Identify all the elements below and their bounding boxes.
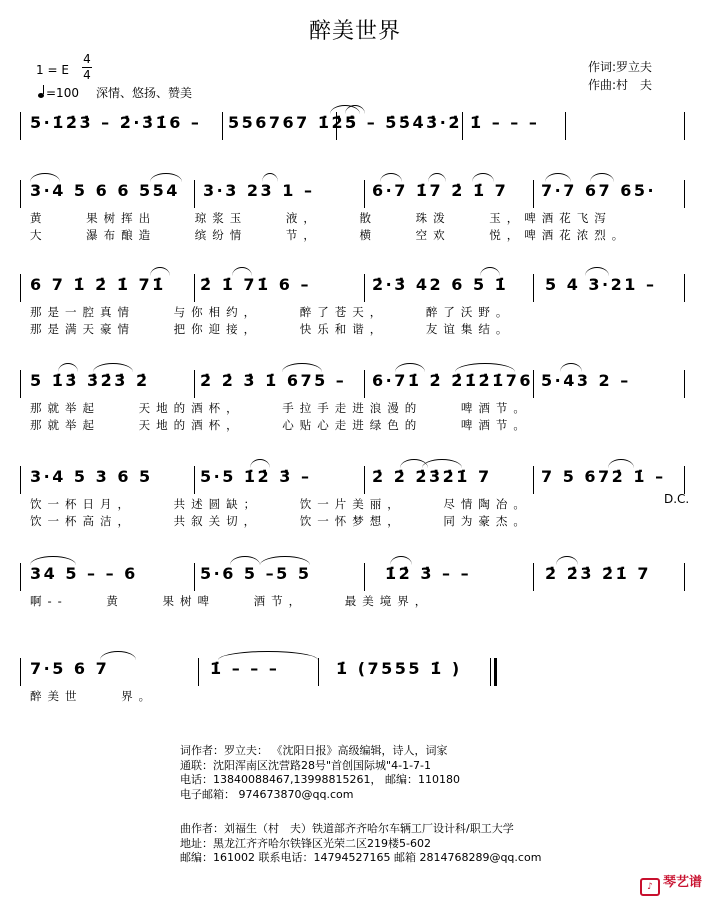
bar-line bbox=[194, 370, 195, 398]
bar-line bbox=[462, 112, 463, 140]
tie-slur bbox=[250, 459, 270, 468]
credit-line: 电子邮箱： 974673870@qq.com bbox=[180, 787, 354, 801]
measure-notes: 3·4 5 6 6 554 bbox=[30, 181, 180, 200]
credit-line: 通联：沈阳浑南区沈营路28号"首创国际城"4-1-7-1 bbox=[180, 758, 432, 772]
bar-line bbox=[222, 112, 223, 140]
bar-line bbox=[533, 563, 534, 591]
lyric-line: 黄 果树挥出 琼浆玉 液， 散 珠泼 玉，啤酒花飞泻 bbox=[30, 211, 612, 225]
tie-slur bbox=[422, 459, 462, 468]
bar-line bbox=[684, 274, 685, 302]
measure-notes: 5 1̇3̇ 3̇2̇3̇ 2̇ bbox=[30, 371, 150, 390]
tie-slur bbox=[428, 173, 446, 182]
measure-notes: 34 5 – – 6 bbox=[30, 564, 138, 583]
bar-line bbox=[364, 466, 365, 494]
notes-line bbox=[0, 559, 710, 589]
bar-line bbox=[20, 563, 21, 591]
watermark-brand: 琴艺谱 bbox=[662, 875, 702, 890]
measure-notes: 6·71̇ 2̇ 2̇1̇2̇1̇76 bbox=[372, 371, 534, 390]
measure-notes: 6·7 1̇7 2̇ 1̇ 7 bbox=[372, 181, 509, 200]
tie-slur bbox=[480, 267, 500, 276]
bar-line bbox=[565, 112, 566, 140]
lyric-line: 那就举起 天地的酒杯， 手拉手走进浪漫的 啤酒节。 bbox=[30, 401, 531, 415]
quarter-note-stem bbox=[43, 85, 44, 94]
notes-line bbox=[0, 654, 710, 684]
tie-slur bbox=[58, 363, 78, 372]
measure-notes: 2̇ 2̇3̇ 2̇1̇ 7 bbox=[545, 564, 652, 583]
tie-slur bbox=[230, 556, 260, 565]
lyric-line: 那是满天豪情 把你迎接， 快乐和谐， 友谊集结。 bbox=[30, 322, 514, 336]
bar-line bbox=[20, 466, 21, 494]
measure-notes: 2̇ 1̇ 71̇ 6 – bbox=[200, 275, 311, 294]
key-signature: 1 = E bbox=[36, 63, 69, 77]
tempo-marking: =100 bbox=[46, 86, 79, 100]
measure-notes: 556767 1̇2̇5̇ bbox=[228, 113, 359, 132]
bar-line bbox=[20, 370, 21, 398]
tie-slur bbox=[560, 363, 582, 372]
measure-notes: 1̇2̇ 3̇ – – bbox=[385, 564, 472, 583]
lyric-line: 饮一杯日月， 共述圆缺； 饮一片美丽， 尽情陶冶。 bbox=[30, 497, 531, 511]
tie-slur bbox=[390, 556, 412, 565]
bar-line bbox=[364, 180, 365, 208]
measure-notes: 2̇ 2̇ 3̇ 1̇ 675 – bbox=[200, 371, 347, 390]
measure-notes: 6 7 1̇ 2̇ 1̇ 71̇ bbox=[30, 275, 166, 294]
lyricist-credit: 作词:罗立夫 bbox=[588, 60, 653, 74]
credit-line: 词作者：罗立夫： 《沈阳日报》高级编辑，诗人，词家 bbox=[180, 744, 448, 757]
bar-line bbox=[198, 658, 199, 686]
tie-slur bbox=[455, 363, 515, 372]
tie-slur bbox=[585, 267, 609, 276]
bar-line bbox=[20, 658, 21, 686]
bar-line bbox=[684, 563, 685, 591]
measure-notes: 2̇·3̇ 42 6 5 1̇ bbox=[372, 275, 509, 294]
measure-notes: 7·7 67 65· bbox=[541, 181, 657, 200]
lyric-line: 啊-- 黄 果树啤 酒节， 最美境界， bbox=[30, 594, 433, 608]
bar-line bbox=[684, 180, 685, 208]
notes-line bbox=[0, 366, 710, 396]
lyric-line: 大 瀑布酿造 缤纷情 节， 横 空欢 悦，啤酒花浓烈。 bbox=[30, 228, 630, 242]
watermark-logo bbox=[640, 871, 702, 896]
notes-line bbox=[0, 270, 710, 300]
bar-line bbox=[364, 274, 365, 302]
tie-slur bbox=[150, 173, 182, 182]
notes-line bbox=[0, 176, 710, 206]
measure-notes: 7 5 672̇ 1̇ – bbox=[541, 467, 666, 486]
time-signature-top: 4 bbox=[83, 52, 91, 66]
measure-notes: 5 4 3·21 – bbox=[545, 275, 657, 294]
lyric-line: 那就举起 天地的酒杯， 心贴心走进绿色的 啤酒节。 bbox=[30, 418, 531, 432]
bar-line bbox=[318, 658, 319, 686]
bar-line bbox=[194, 180, 195, 208]
tie-slur bbox=[30, 556, 76, 565]
bar-line bbox=[20, 112, 21, 140]
credit-line: 曲作者：刘福生（村 夫）铁道部齐齐哈尔车辆工厂设计科/职工大学 bbox=[180, 822, 514, 835]
mood-marking: 深情、悠扬、赞美 bbox=[96, 86, 193, 100]
tie-slur bbox=[232, 267, 252, 276]
bar-line bbox=[20, 274, 21, 302]
bar-line bbox=[194, 466, 195, 494]
tie-slur bbox=[282, 363, 322, 372]
tie-slur bbox=[345, 105, 365, 114]
credit-line: 电话：13840088467,13998815261， 邮编：110180 bbox=[180, 773, 460, 786]
logo-icon: ♪ bbox=[640, 878, 660, 896]
lyric-line: 那是一腔真情 与你相约， 醉了苍天， 醉了沃野。 bbox=[30, 305, 514, 319]
page-title: 醉美世界 bbox=[308, 19, 401, 44]
tie-slur bbox=[590, 173, 614, 182]
bar-line bbox=[684, 112, 685, 140]
composer-credit: 作曲:村 夫 bbox=[588, 78, 653, 92]
measure-notes: 3·4 5 3 6 5 bbox=[30, 467, 153, 486]
measure-notes: 5·43 2 – bbox=[541, 371, 631, 390]
composer-credits-block bbox=[180, 822, 541, 866]
notes-line bbox=[0, 108, 710, 138]
measure-notes: 1̇ (7555 1̇ ) bbox=[336, 659, 462, 678]
bar-line bbox=[684, 370, 685, 398]
tie-slur bbox=[30, 173, 60, 182]
lyricist-credits-block bbox=[180, 744, 460, 802]
measure-notes: 5·6 5 –5 5 bbox=[200, 564, 312, 583]
bar-line bbox=[684, 466, 685, 494]
lyric-line: 醉美世 界。 bbox=[30, 689, 157, 703]
tie-slur bbox=[395, 363, 425, 372]
tie-slur bbox=[380, 173, 402, 182]
tie-slur bbox=[556, 556, 578, 565]
notes-line bbox=[0, 462, 710, 492]
tie-slur bbox=[260, 556, 310, 565]
bar-line bbox=[194, 274, 195, 302]
tie-slur bbox=[545, 173, 571, 182]
tie-slur bbox=[472, 173, 494, 182]
time-signature-bottom: 4 bbox=[83, 68, 91, 82]
measure-notes: 5·1̇2̇3̇ – 2̇·3̇1̇6 – bbox=[30, 113, 202, 132]
bar-line bbox=[533, 466, 534, 494]
credit-line: 地址：黑龙江齐齐哈尔铁锋区光荣二区219楼5-602 bbox=[180, 836, 431, 850]
tie-slur bbox=[218, 651, 318, 660]
measure-notes: 1̇ – – – bbox=[470, 113, 540, 132]
measure-notes: 7·5 6 7 bbox=[30, 659, 110, 678]
bar-line bbox=[490, 658, 497, 686]
bar-line bbox=[533, 274, 534, 302]
bar-line bbox=[336, 112, 337, 140]
measure-notes: 3·3 23 1 – bbox=[203, 181, 315, 200]
bar-line bbox=[533, 180, 534, 208]
measure-notes: 5·5 1̇2̇ 3̇ – bbox=[200, 467, 312, 486]
measure-notes: 5̇ – 5̇5̇4̇3̇·2̇ bbox=[345, 113, 463, 132]
measure-notes: 1̇ – – – bbox=[210, 659, 280, 678]
bar-line bbox=[20, 180, 21, 208]
bar-line bbox=[194, 563, 195, 591]
credit-line: 邮编：161002 联系电话：14794527165 邮箱 2814768289@qq.com bbox=[180, 851, 542, 864]
dc-marking: D.C. bbox=[664, 492, 690, 506]
tie-slur bbox=[93, 363, 133, 372]
tie-slur bbox=[262, 173, 278, 182]
lyric-line: 饮一杯高洁， 共叙关切， 饮一怀梦想， 同为豪杰。 bbox=[30, 514, 531, 528]
measure-notes: 2̇ 2̇ 2̇3̇2̇1̇ 7 bbox=[372, 467, 492, 486]
bar-line bbox=[533, 370, 534, 398]
tie-slur bbox=[608, 459, 634, 468]
tie-slur bbox=[150, 267, 170, 276]
bar-line bbox=[364, 563, 365, 591]
bar-line bbox=[364, 370, 365, 398]
tie-slur bbox=[100, 651, 136, 660]
